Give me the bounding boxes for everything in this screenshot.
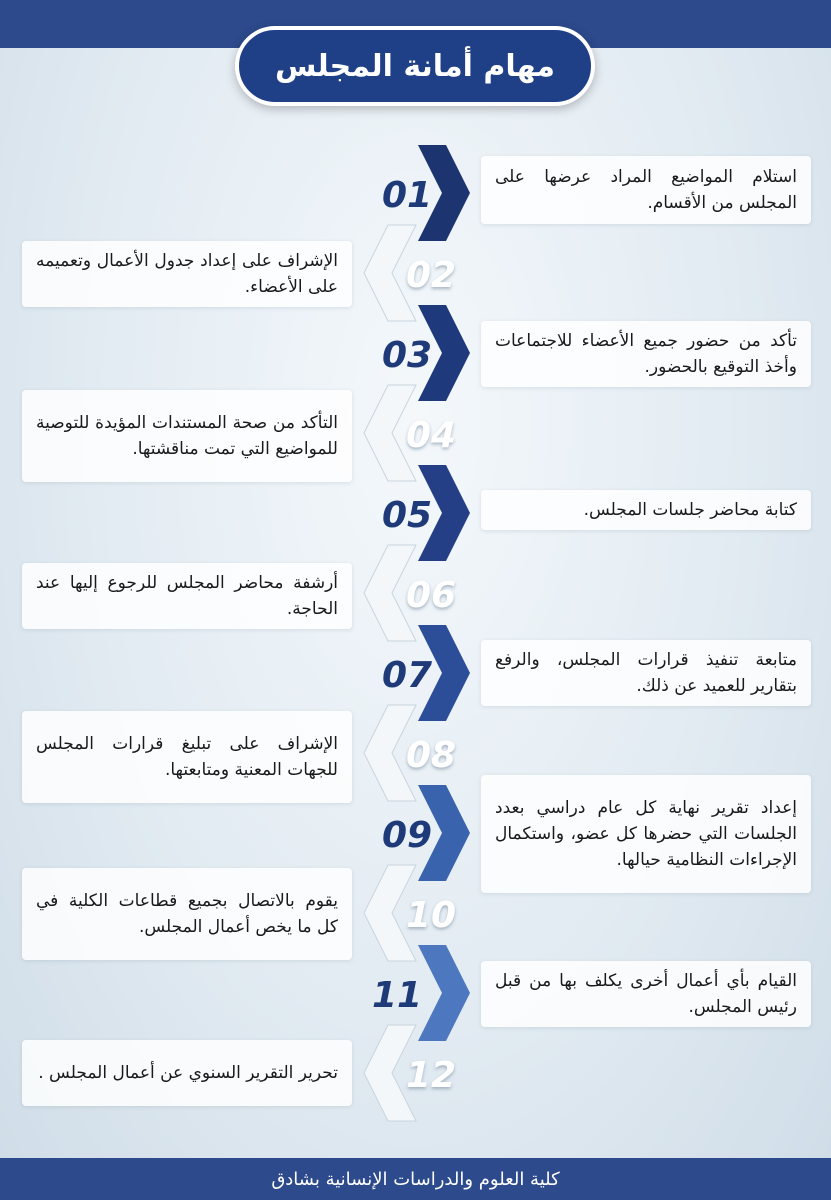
footer-bar xyxy=(0,1158,831,1200)
step-number-05: 05 xyxy=(381,495,433,536)
step-number-11: 11 xyxy=(371,975,423,1016)
step-text-05: كتابة محاضر جلسات المجلس. xyxy=(583,500,797,520)
step-number-10: 10 xyxy=(405,895,457,936)
step-number-07: 07 xyxy=(381,655,433,696)
step-number-08: 08 xyxy=(405,735,457,776)
step-text-box-11 xyxy=(481,961,811,1027)
step-text-box-12 xyxy=(22,1040,352,1106)
step-text-box-06 xyxy=(22,563,352,629)
step-text-03: تأكد من حضور جميع الأعضاء للاجتماعات وأخذ التوقيع بالحضور. xyxy=(495,331,797,377)
step-text-08: الإشراف على تبليغ قرارات المجلس للجهات المعنية ومتابعتها. xyxy=(36,734,338,780)
step-number-03: 03 xyxy=(381,335,433,376)
step-text-06: أرشفة محاضر المجلس للرجوع إليها عند الحاجة. xyxy=(36,573,338,619)
step-number-01: 01 xyxy=(381,175,433,216)
step-text-box-03 xyxy=(481,321,811,387)
page-title: مهام أمانة المجلس xyxy=(274,48,556,84)
footer-text: كلية العلوم والدراسات الإنسانية بشادق xyxy=(271,1168,560,1190)
step-text-09: إعداد تقرير نهاية كل عام دراسي بعدد الجلسات التي حضرها كل عضو، واستكمال الإجراءات النظامية حيالها. xyxy=(495,798,797,870)
step-text-12: تحرير التقرير السنوي عن أعمال المجلس . xyxy=(38,1063,338,1083)
step-text-box-05 xyxy=(481,490,811,530)
step-number-09: 09 xyxy=(381,815,433,856)
step-text-box-08 xyxy=(22,711,352,803)
step-text-box-10 xyxy=(22,868,352,960)
step-text-box-04 xyxy=(22,390,352,482)
step-number-06: 06 xyxy=(405,575,457,616)
step-text-11: القيام بأي أعمال أخرى يكلف بها من قبل رئيس المجلس. xyxy=(495,971,797,1017)
step-text-box-01 xyxy=(481,156,811,224)
step-text-07: متابعة تنفيذ قرارات المجلس، والرفع بتقارير للعميد عن ذلك. xyxy=(495,650,797,696)
step-text-01: استلام المواضيع المراد عرضها على المجلس من الأقسام. xyxy=(495,167,797,213)
step-text-04: التأكد من صحة المستندات المؤيدة للتوصية للمواضيع التي تمت مناقشتها. xyxy=(36,413,338,459)
step-text-box-02 xyxy=(22,241,352,307)
step-text-02: الإشراف على إعداد جدول الأعمال وتعميمه على الأعضاء. xyxy=(36,251,338,297)
step-number-04: 04 xyxy=(405,415,457,456)
step-text-box-09 xyxy=(481,775,811,893)
step-text-10: يقوم بالاتصال بجميع قطاعات الكلية في كل ما يخص أعمال المجلس. xyxy=(36,891,338,937)
step-text-box-07 xyxy=(481,640,811,706)
step-number-02: 02 xyxy=(405,255,457,296)
step-number-12: 12 xyxy=(405,1055,457,1096)
